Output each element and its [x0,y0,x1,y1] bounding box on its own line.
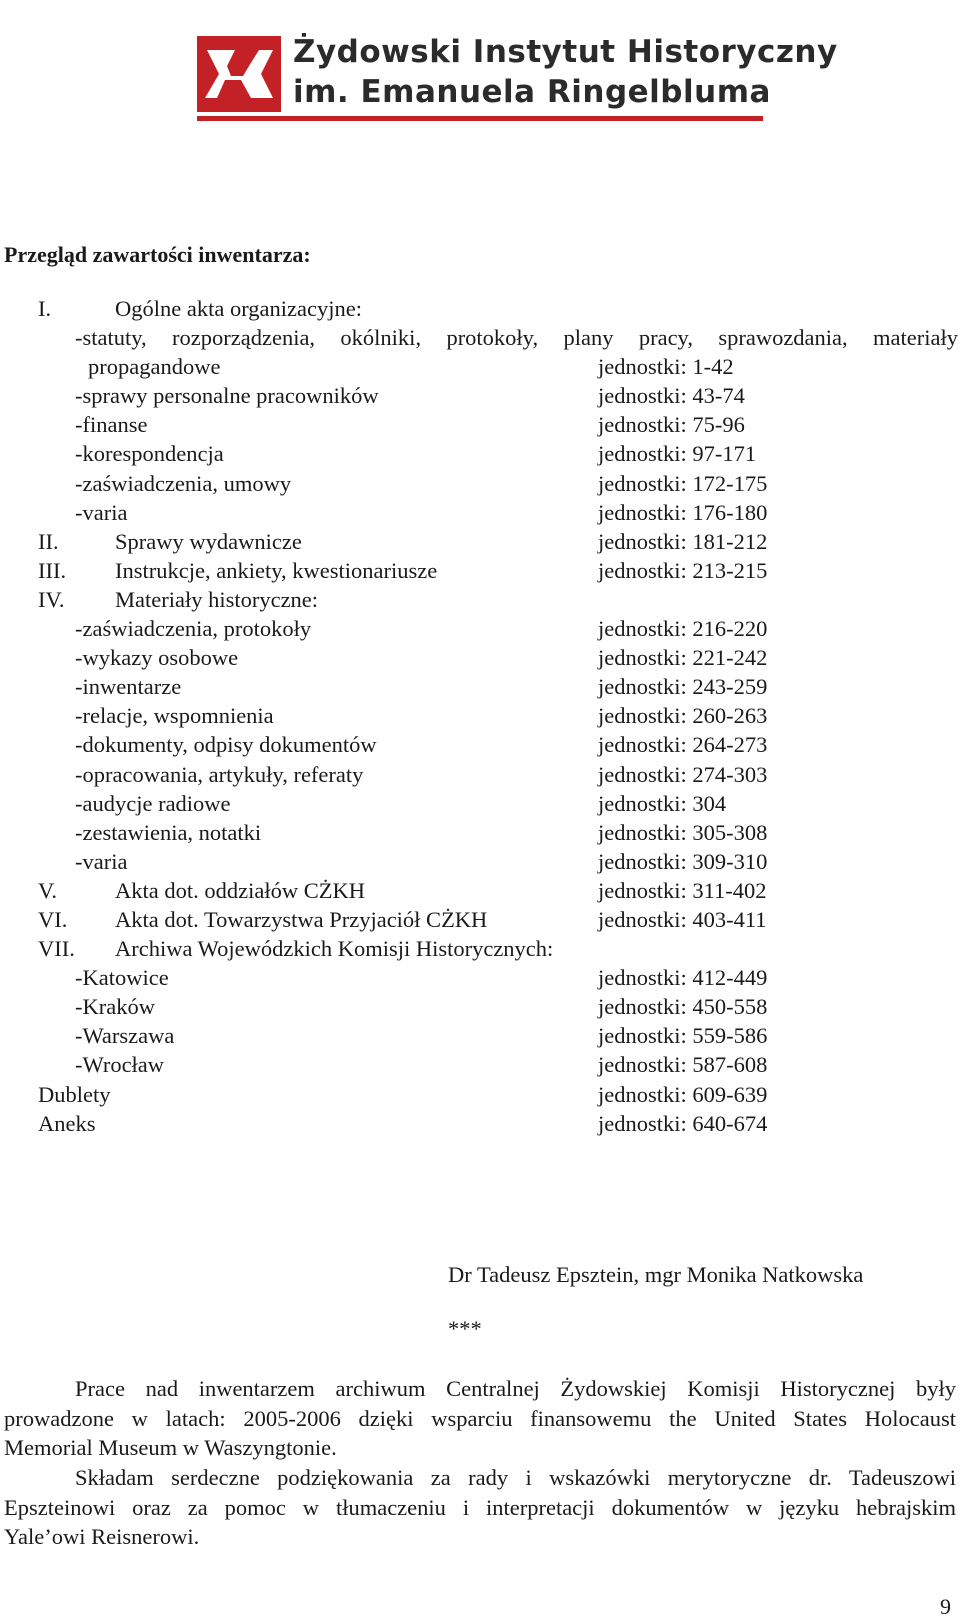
extra-label: Dublety [38,1081,111,1107]
subsection-row [0,703,960,732]
subsection-label: -finanse [75,412,148,438]
subsection-label: -varia [75,499,128,525]
units-range: jednostki: 260-263 [598,703,768,729]
subsection-row [0,354,960,383]
section-row [0,936,960,965]
units-range: jednostki: 403-411 [598,906,767,932]
subsection-label: -inwentarze [75,674,182,700]
section-number: VII. [38,936,75,962]
subsection-row [0,762,960,791]
subsection-label: propagandowe [88,354,221,380]
section-title: Ogólne akta organizacyjne: [115,296,362,321]
units-range: jednostki: 75-96 [598,412,745,438]
units-range: jednostki: 559-586 [598,1023,768,1049]
paragraph-line: Epszteinowi oraz za pomoc w tłumaczeniu i interpretacji dokumentów w języku hebrajskim [4,1494,956,1520]
subsection-row [0,383,960,412]
section-row [0,907,960,936]
units-range: jednostki: 243-259 [598,674,768,700]
units-range: jednostki: 1-42 [598,354,734,380]
paragraph-line: Yale’owi Reisnerowi. [4,1524,200,1549]
section-row [0,529,960,558]
section-row [0,296,960,325]
units-range: jednostki: 274-303 [598,761,768,787]
section-title: Akta dot. Towarzystwa Przyjaciół CŻKH [115,906,488,932]
institute-logo [197,32,838,120]
page-number: 9 [940,1594,951,1619]
units-range: jednostki: 264-273 [598,732,768,758]
units-range: jednostki: 181-212 [598,528,768,554]
units-range: jednostki: 609-639 [598,1081,768,1107]
section-number: VI. [38,906,68,932]
extra-label: Aneks [38,1110,96,1136]
author-signature: Dr Tadeusz Epsztein, mgr Monika Natkowska [448,1262,864,1287]
subsection-row [0,471,960,500]
section-row [0,558,960,587]
acknowledgement-paragraph-1 [4,1374,956,1463]
subsection-row [0,849,960,878]
subsection-label: -opracowania, artykuły, referaty [75,761,364,787]
section-number: II. [38,528,59,554]
section-title: Akta dot. oddziałów CŻKH [115,877,365,903]
section-number: V. [38,877,57,903]
logo-title: Żydowski Instytut Historyczny [293,34,838,70]
units-range: jednostki: 172-175 [598,470,768,496]
subsection-label: -audycje radiowe [75,790,231,816]
paragraph-line: Memorial Museum w Waszyngtonie. [4,1435,337,1460]
subsection-row [0,732,960,761]
logo-emblem-icon [197,36,281,112]
subsection-label: -relacje, wspomnienia [75,703,274,729]
separator: *** [448,1316,482,1341]
units-range: jednostki: 412-449 [598,965,768,991]
subsection-row [0,645,960,674]
subsection-label: -Wrocław [75,1052,165,1078]
subsection-label: -dokumenty, odpisy dokumentów [75,732,377,758]
subsection-label: -korespondencja [75,441,224,467]
subsection-row [0,441,960,470]
subsection-row [0,1052,960,1081]
units-range: jednostki: 176-180 [598,499,768,525]
units-range: jednostki: 305-308 [598,819,768,845]
subsection-row [0,412,960,441]
logo-subtitle: im. Emanuela Ringelbluma [293,74,771,110]
subsection-row [0,616,960,645]
acknowledgement-paragraph-2 [4,1463,956,1552]
subsection-row [0,820,960,849]
units-range: jednostki: 213-215 [598,557,768,583]
section-number: III. [38,557,67,583]
subsection-label: -Katowice [75,965,169,991]
subsection-label: -zaświadczenia, protokoły [75,616,312,642]
subsection-row [0,791,960,820]
section-title: Instrukcje, ankiety, kwestionariusze [115,557,438,583]
subsection-label: -Warszawa [75,1023,175,1049]
page-heading: Przegląd zawartości inwentarza: [4,242,311,267]
subsection-row [0,965,960,994]
extra-row [0,1082,960,1111]
paragraph-line: Prace nad inwentarzem archiwum Centralnej Żydowskiej Komisji Historycznej były [75,1376,956,1401]
extra-row [0,1111,960,1140]
units-range: jednostki: 97-171 [598,441,757,467]
subsection-label: -sprawy personalne pracowników [75,383,379,409]
units-range: jednostki: 216-220 [598,616,768,642]
units-range: jednostki: 304 [598,790,727,816]
units-range: jednostki: 43-74 [598,383,745,409]
section-row [0,878,960,907]
subsection-label: -zaświadczenia, umowy [75,470,292,496]
subsection-row [0,500,960,529]
subsection-label: -zestawienia, notatki [75,819,262,845]
subsection-row [0,1023,960,1052]
subsection-label: -wykazy osobowe [75,645,239,671]
section-number: IV. [38,586,65,612]
section-title: Sprawy wydawnicze [115,528,302,554]
units-range: jednostki: 450-558 [598,994,768,1020]
units-range: jednostki: 309-310 [598,848,768,874]
paragraph-line: prowadzone w latach: 2005-2006 dzięki wsparciu finansowemu the United States Holocaust [4,1405,956,1431]
units-range: jednostki: 640-674 [598,1110,768,1136]
subsection-row [0,674,960,703]
inventory-list [0,296,960,1140]
subsection-label: -Kraków [75,994,155,1020]
units-range: jednostki: 311-402 [598,877,767,903]
units-range: jednostki: 221-242 [598,645,768,671]
paragraph-line: Składam serdeczne podziękowania za rady i wskazówki merytoryczne dr. Tadeuszowi [75,1465,956,1490]
section-row [0,587,960,616]
subsection-label: -varia [75,848,128,874]
section-title: Materiały historyczne: [115,586,319,612]
section-title: Archiwa Wojewódzkich Komisji Historycznych: [115,936,554,962]
subsection-row [0,325,960,354]
logo-underline [197,116,763,121]
subsection-row [0,994,960,1023]
section-number: I. [38,296,52,321]
subsection-label: -statuty, rozporządzenia, okólniki, protokoły, plany pracy, sprawozdania, materiały [75,325,958,351]
units-range: jednostki: 587-608 [598,1052,768,1078]
